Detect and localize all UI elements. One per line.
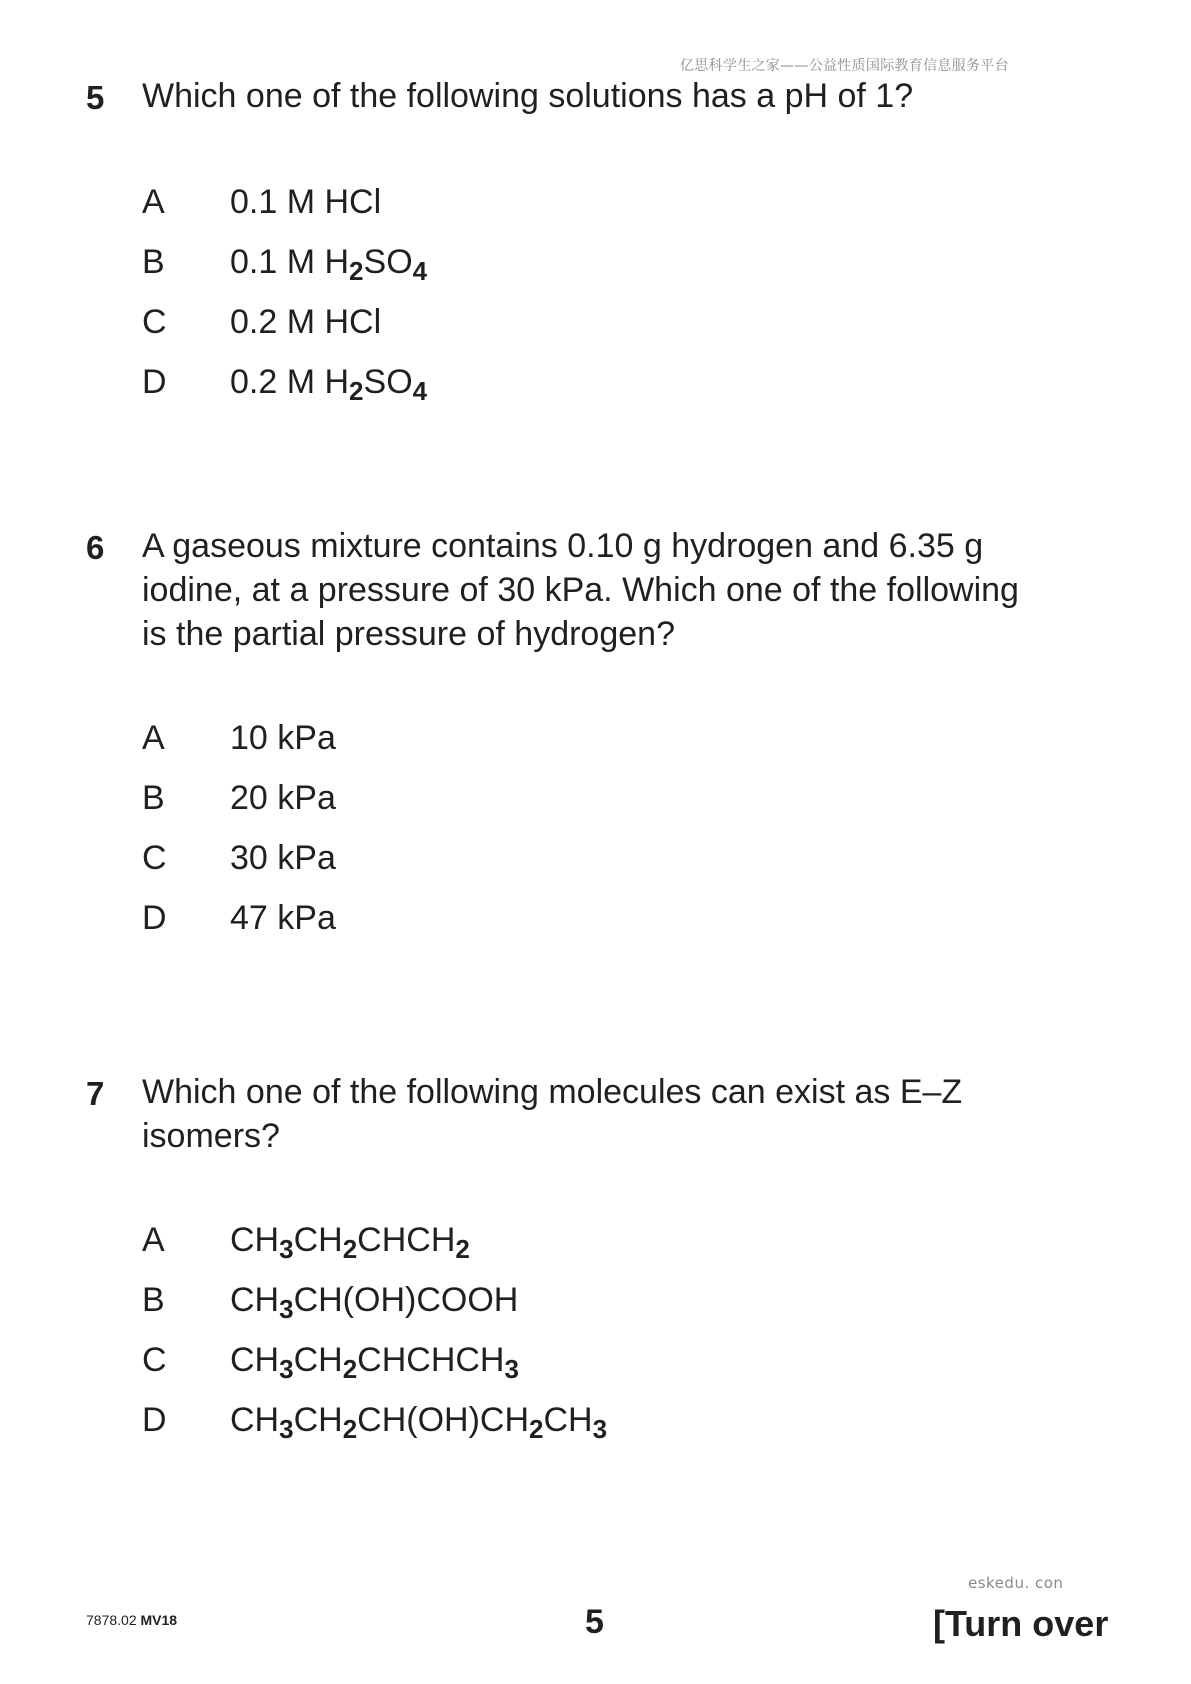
watermark-top: 亿思科学生之家——公益性质国际教育信息服务平台 — [680, 58, 1009, 74]
option-letter: C — [142, 839, 167, 877]
option-letter: C — [142, 1341, 167, 1379]
option-text: $CH_3CH_2CHCHCH_3$ — [230, 1341, 519, 1384]
option-c[interactable] — [0, 1338, 900, 1388]
option-d[interactable] — [0, 896, 900, 946]
option-c[interactable] — [0, 836, 900, 886]
option-letter: B — [142, 243, 165, 281]
option-letter: A — [142, 183, 165, 221]
paper-code: 7878.02 MV18 — [86, 1612, 178, 1628]
question-line: A gaseous mixture contains 0.10 g hydrogen and 6.35 g — [142, 527, 984, 565]
question-line: Which one of the following molecules can exist as E–Z — [142, 1073, 963, 1111]
question-number: 6 — [86, 529, 105, 566]
option-a[interactable] — [0, 180, 900, 230]
question-line: isomers? — [142, 1117, 280, 1155]
option-b[interactable] — [0, 240, 900, 290]
turn-over-label: [Turn over — [933, 1603, 1109, 1644]
option-d[interactable] — [0, 1398, 900, 1448]
option-letter: D — [142, 1401, 167, 1439]
question-text — [142, 524, 1102, 656]
option-b[interactable] — [0, 1278, 900, 1328]
option-text: 0.1 M HCl — [230, 183, 382, 221]
option-text: $CH_3CH_2CHCH_2$ — [230, 1221, 470, 1264]
question-text — [142, 1070, 1102, 1158]
option-letter: B — [142, 1281, 165, 1319]
option-text: $CH_3CH_2CH(OH)CH_2CH_3$ — [230, 1401, 608, 1444]
option-text: 10 kPa — [230, 719, 336, 757]
option-letter: A — [142, 719, 165, 757]
option-b[interactable] — [0, 776, 900, 826]
option-text: 20 kPa — [230, 779, 336, 817]
question-number: 5 — [86, 79, 105, 116]
option-a[interactable] — [0, 1218, 900, 1268]
question-text — [142, 74, 1102, 118]
option-text: $CH_3CH(OH)COOH$ — [230, 1281, 519, 1324]
question-line: is the partial pressure of hydrogen? — [142, 615, 675, 653]
option-letter: B — [142, 779, 165, 817]
option-d[interactable] — [0, 360, 900, 410]
question-number: 7 — [86, 1075, 105, 1112]
option-a[interactable] — [0, 716, 900, 766]
option-letter: C — [142, 303, 167, 341]
option-text: 0.2 M HCl — [230, 303, 382, 341]
question-line: Which one of the following solutions has a pH of 1? — [142, 77, 914, 115]
page-number: 5 — [585, 1603, 604, 1641]
option-letter: D — [142, 363, 167, 401]
option-letter: A — [142, 1221, 165, 1259]
option-text: 30 kPa — [230, 839, 336, 877]
watermark-bottom: eskedu. con — [968, 1574, 1064, 1592]
option-text: 0.2 M $H_2SO_4$ — [230, 363, 428, 406]
question-line: iodine, at a pressure of 30 kPa. Which one of the following — [142, 571, 1019, 609]
option-letter: D — [142, 899, 167, 937]
option-text: 0.1 M $H_2SO_4$ — [230, 243, 428, 286]
option-text: 47 kPa — [230, 899, 336, 937]
option-c[interactable] — [0, 300, 900, 350]
